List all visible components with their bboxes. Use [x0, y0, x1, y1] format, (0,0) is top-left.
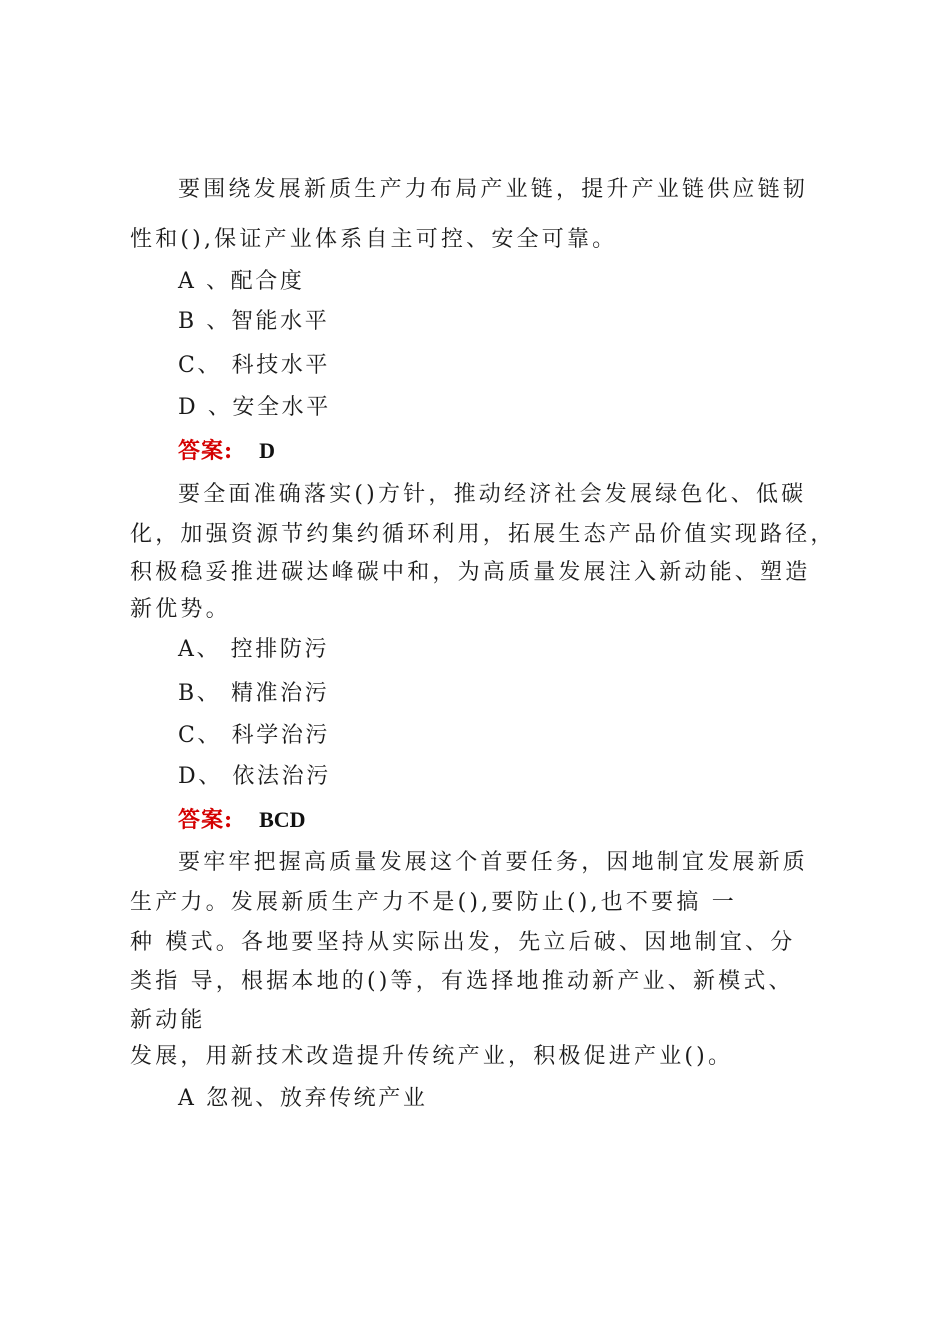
q2-option-d: D、 依法治污 [178, 764, 331, 789]
q1-answer [178, 437, 275, 465]
answer-value: BCD [259, 807, 306, 832]
q3-stem-line-2: 生产力。发展新质生产力不是(),要防止(),也不要搞 一 [130, 890, 737, 915]
q2-option-a: A、 控排防污 [178, 637, 330, 662]
q3-stem-line-4: 类指 导，根据本地的()等，有选择地推动新产业、新模式、 [130, 969, 794, 994]
answer-label: 答案: [178, 438, 234, 464]
q1-option-a: A 、配合度 [178, 269, 305, 294]
q2-option-c: C、 科学治污 [178, 723, 331, 748]
q3-stem-line-1: 要牢牢把握高质量发展这个首要任务，因地制宜发展新质 [178, 850, 809, 875]
q2-stem-line-4: 新优势。 [130, 597, 231, 622]
q1-option-c: C、 科技水平 [178, 353, 331, 378]
q1-stem-line-1: 要围绕发展新质生产力布局产业链，提升产业链供应链韧 [178, 177, 809, 202]
answer-value: D [259, 438, 276, 463]
answer-label: 答案: [178, 807, 234, 833]
q1-option-b: B 、智能水平 [178, 309, 330, 334]
q2-stem-line-2: 化，加强资源节约集约循环利用，拓展生态产品价值实现路径， [130, 522, 836, 547]
q1-option-d: D 、安全水平 [178, 395, 331, 420]
q2-option-b: B、 精准治污 [178, 681, 330, 706]
q2-stem-line-1: 要全面准确落实()方针，推动经济社会发展绿色化、低碳 [178, 482, 807, 507]
q2-answer [178, 806, 306, 834]
q3-stem-line-5: 新动能 [130, 1008, 206, 1033]
q3-option-a: A 忽视、放弃传统产业 [178, 1086, 428, 1111]
q3-stem-line-6: 发展，用新技术改造提升传统产业，积极促进产业()。 [130, 1044, 734, 1069]
q3-stem-line-3: 种 模式。各地要坚持从实际出发，先立后破、因地制宜、分 [130, 930, 796, 955]
q1-stem-line-2: 性和(),保证产业体系自主可控、安全可靠。 [130, 227, 618, 252]
q2-stem-line-3: 积极稳妥推进碳达峰碳中和，为高质量发展注入新动能、塑造 [130, 560, 811, 585]
